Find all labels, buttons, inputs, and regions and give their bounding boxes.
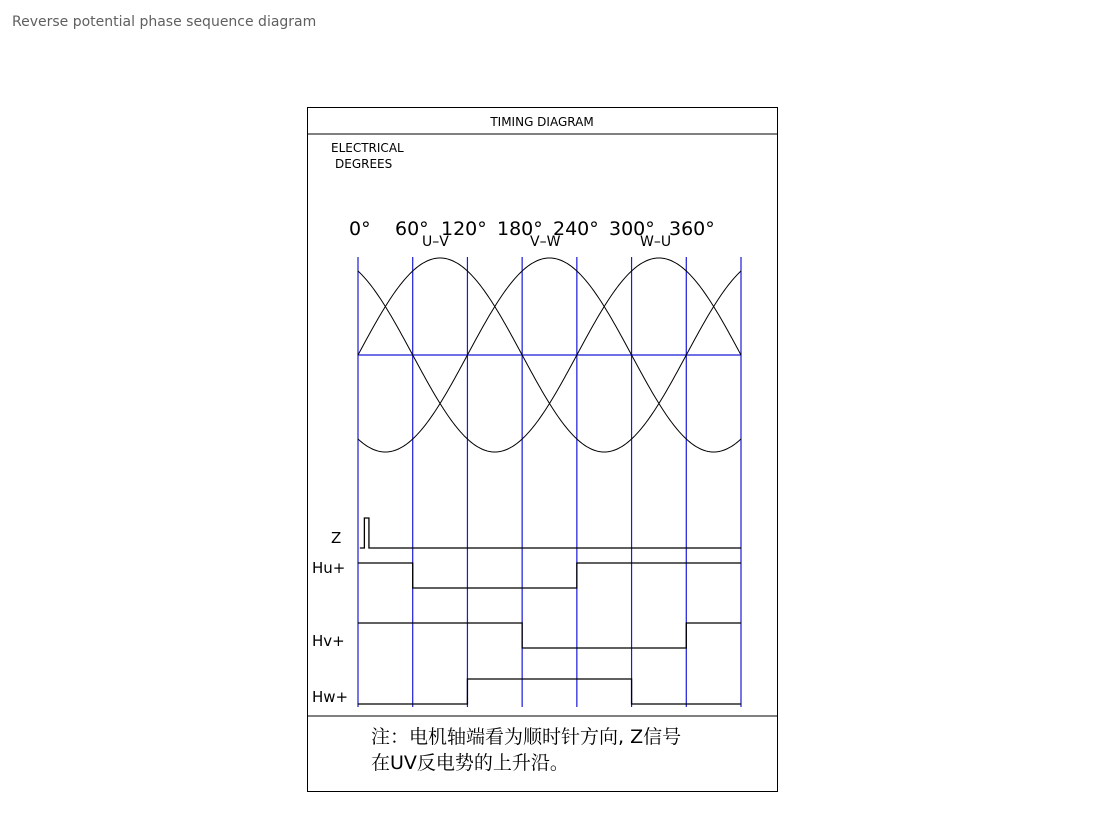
signal-label-z: Z [331,529,342,547]
note-line1: 注：电机轴端看为顺时针方向, Z信号 [371,726,682,748]
axis-title-line1: ELECTRICAL [331,141,404,155]
phase-label-v-w: V–W [530,234,561,250]
signal-label-hu: Hu+ [312,559,346,577]
signal-label-hw: Hw+ [312,688,349,706]
page-caption: Reverse potential phase sequence diagram [12,14,317,30]
degree-label-60: 60° [395,218,429,240]
phase-label-u-v: U–V [422,234,449,250]
degree-label-180: 180° [497,218,543,240]
degree-label-300: 300° [609,218,655,240]
axis-title-line2: DEGREES [335,157,393,171]
note-line2: 在UV反电势的上升沿。 [371,752,569,774]
degree-label-240: 240° [553,218,599,240]
diagram-header: TIMING DIAGRAM [490,115,594,129]
degree-label-360: 360° [669,218,715,240]
signal-label-hv: Hv+ [312,632,345,650]
phase-label-w-u: W–U [640,234,672,250]
diagram-frame [308,108,778,792]
degree-label-0: 0° [349,218,371,240]
timing-diagram-svg [307,107,778,792]
timing-diagram-figure [307,107,778,792]
degree-label-120: 120° [441,218,487,240]
